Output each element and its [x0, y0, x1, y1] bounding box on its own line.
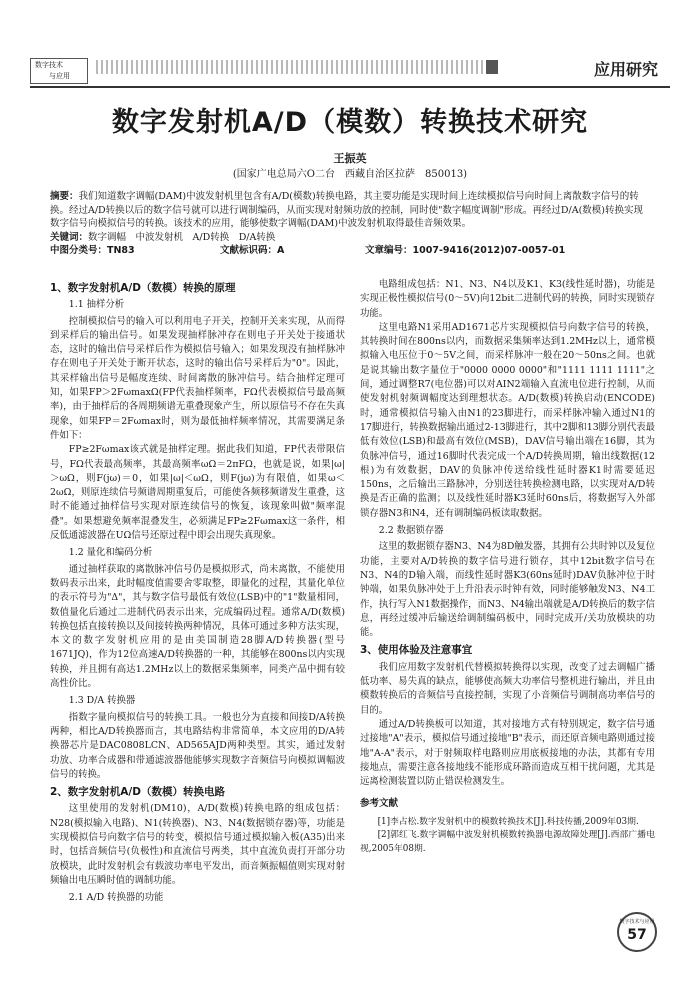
article-author: 王振英 — [333, 152, 367, 165]
subsection-heading-2-1: 2.1 A/D 转换器的功能 — [68, 892, 164, 904]
keywords-line — [50, 231, 650, 245]
references-heading: 参考文献 — [360, 798, 399, 810]
abstract-block — [50, 190, 650, 258]
body-paragraph: 电路组成包括：N1、N3、N4以及K1、K3(线性延时器)，功能是实现正极性模拟信号(0～5V)向12bit二进制代码的转换，同时实现锁存功能。 — [360, 279, 655, 319]
clc-number: 中图分类号：TN83 — [50, 245, 135, 256]
right-column — [360, 278, 655, 856]
body-paragraph: 指数字量向模拟信号的转换工具。一般也分为直接和间接D/A转换两种，相比A/D转换器而言，其电路结构非常简单，本文应用的D/A转换器芯片是DAC0808LCN、AD565AJD两种类型。其实，通过发射功放、功率合成器和带通滤波器他能够实现数字音频信号向模拟调幅波信号的转换。 — [50, 711, 345, 780]
header-stripe-bar — [96, 60, 486, 74]
reference-item: [2]郭红飞.数字调幅中波发射机模数转换器电源故障处理[J].西部广播电视,2005年08期. — [360, 830, 655, 854]
subsection-heading-1-3: 1.3 D/A 转换器 — [68, 695, 136, 707]
page-number-badge — [617, 912, 657, 952]
abstract-label: 摘要： — [50, 191, 79, 202]
section-label: 应用研究 — [593, 60, 658, 79]
left-column — [50, 278, 345, 907]
document-code: 文献标识码：A — [220, 245, 285, 256]
article-title: 数字发射机A/D（模数）转换技术研究 — [111, 107, 589, 138]
body-paragraph: 通过A/D转换板可以知道，其对接地方式有特别规定，数字信号通过接地"A"表示，模拟信号通过接地"B"表示，而还原音频电路则通过接地"A-A"表示，对于射频取样电路则应用底板接地的办法，其都有专用接地点，需要注意各接地线不能形成环路而造成互相干扰问题，尤其是远离检测装置以防止错误检测发生。 — [360, 718, 655, 788]
abstract-text: 我们知道数字调幅(DAM)中波发射机里包含有A/D(模数)转换电路，其主要功能是实现时间上连续模拟信号向时间上离散数字信号的转换。经过A/D转换以后的数字信号就可以进行调制编码，从而实现对射频功放的控制，同时使"数字幅度调制"形成。再经过D/A(数模)转换实现数字信号向模拟信号的转换。该技术的应用，能够使数字调幅(DAM)中波发射机取得最佳音频效果。 — [50, 191, 644, 229]
abstract-paragraph — [50, 190, 650, 231]
article-number: 文章编号：1007-9416(2012)07-0057-01 — [365, 245, 566, 256]
section-heading-1: 1、数字发射机A/D（数模）转换的原理 — [50, 282, 236, 294]
journal-logo — [30, 58, 88, 84]
reference-item: [1]李占松.数字发射机中的模数转换技术[J].科技传播,2009年03期. — [377, 816, 639, 827]
header-rule — [30, 86, 670, 88]
classification-row — [50, 244, 650, 258]
article-affiliation: (国家广电总局六O二台 西藏自治区拉萨 850013) — [232, 169, 468, 180]
subsection-heading-2-2: 2.2 数据锁存器 — [378, 525, 444, 537]
keywords-label: 关键词： — [50, 231, 89, 243]
section-heading-3: 3、使用体验及注意事宜 — [360, 644, 473, 657]
badge-journal-name: 数字技术与应用 — [619, 919, 655, 925]
journal-logo-line1: 数字技术 — [35, 61, 63, 69]
body-paragraph: 控制模拟信号的输入可以利用电子开关，控制开关来实现，从而得到采样后的输出信号。如果发现抽样脉冲存在则电子开关处于接通状态，这时的输出信号采样后作为模拟信号输入；如果发现没有抽样脉冲存在则电子开关处于断开状态，这时的输出信号采样后为"0"。因此，其采样输出信号是幅度连续、时间离散的脉冲信号。结合抽样定理可知，如果FP＞2FωmaxΩ(FP代表抽样频率，FΩ代表模拟信号最高频率)，由于抽样后的各周期频谱无重叠现象产生，所以原信号不存在失真现象，如果FP＝2Fωmax时，则为最低抽样频率情况，其需要满足条件如下： — [50, 315, 345, 441]
page-number: 57 — [627, 927, 647, 943]
body-paragraph: 通过抽样获取的离散脉冲信号仍是模拟形式，尚未离散，不能使用数码表示出来，此时幅度值需要舍零取整，即量化的过程，其量化单位的表示符号为"Δ"，其与数字信号最低有效位(LSB)中的"1"数量相同，数值量化后通过二进制代码表示出来，完成编码过程。通常A/D(数模)转换包括直接转换以及间接转换两种情况，具体可通过多种方法实现，本文的数字发射机应用的是由美国制造28脚A/D转换器(型号1671JQ)，作为12位高速A/D转换器的一种，其能够在800ns以内实现转换，并且拥有高达1.2MHz以上的数据采集频率，同类产品中拥有较高性价比。 — [50, 563, 345, 690]
body-paragraph: 我们应用数字发射机代替模拟转换得以实现，改变了过去调幅广播低功率、易失真的缺点，能够使高频大功率信号整机进行输出，并且由模数转换后的音频信号直接控制，实现了小音频信号调制高功率信号的目的。 — [360, 661, 655, 716]
body-paragraph: 这里电路N1采用AD1671芯片实现模拟信号向数字信号的转换，其转换时间在800ns以内，而数据采集频率达到1.2MHz以上，通常模拟输入电压位于0～5V之间，而采样脉冲一般在20～50ns之间。也就是说其输出数字量位于"0000 0000 0000"和"1111 1111 1111"之间，通过调整R7(电位器)可以对AIN2端输入直流电位进行控制，从而使发射机射频调幅度达到理想状态。A/D(数模)转换启动(ENCODE)时，通常模拟信号输入由N1的23脚进行，而采样脉冲输入通过N1的17脚进行，转换数据输出通过2-13脚进行，其中2脚和13脚分别代表最低有效位(LSB)和最高有效位(MSB)，DAV信号输出端在16脚，其为负脉冲信号，通过16脚时代表完成一个A/D转换周期，输出线数据(12根)为有效数据，DAV的负脉冲传送给线性延时器K1时需要延迟150ns，之后输出三路脉冲，分别送往转换检测电路，以实现对A/D转换是否正确的监测；以及线性延时器K3延时60ns后，将数据写入外部锁存器N3和N4，还有调制编码板读取数据。 — [360, 321, 655, 519]
section-heading-2: 2、数字发射机A/D（数模）转换电路 — [50, 786, 225, 799]
subsection-heading-1-1: 1.1 抽样分析 — [68, 299, 125, 311]
body-paragraph: FP≥2Fωmax该式就是抽样定理。据此我们知道，FP代表带限信号，FΩ代表最高频率，其最高频率ωΩ＝2πFΩ，也就是说，如果|ω|＞ωΩ，则F(jω)＝0，如果|ω|＜ωΩ，则F(jω)为有限值，如果ω＜2ωΩ，则原连续信号频谱周期重复后，可能使各频移频谱发生重叠，这时不能通过抽样信号实现对原连续信号的恢复，该现象叫做"频率混叠"。如果想避免频率混叠发生，必须满足FP≥2Fωmax这一条件，相反低通滤波器在UΩ信号还原过程中即会出现失真现象。 — [50, 444, 345, 542]
header-square — [486, 60, 498, 74]
journal-logo-line2: 与应用 — [49, 72, 70, 80]
subsection-heading-1-2: 1.2 量化和编码分析 — [68, 547, 153, 559]
body-paragraph: 这里的数据锁存器N3、N4为8D触发器，其拥有公共时钟以及复位功能，主要对A/D转换的数字信号进行锁存，其中12bit数字信号在N3、N4的D输入端，而线性延时器K3(60ns延时)DAV负脉冲位于时钟端，如果负脉冲处于上升沿表示时钟有效，同时能够触发N3、N4工作，执行写入N1数据操作，而N3、N4输出端就是A/D转换后的数字信息，再经过缓冲后输送给调制编码板中，同时完成开/关功放模块的功能。 — [360, 541, 655, 639]
body-paragraph: 这里使用的发射机(DM10)，A/D(数模)转换电路的组成包括：N28(模拟输入电路)、N1(转换器)、N3、N4(数据锁存器)等，功能是实现模拟信号向数字信号的转变，模拟信号通过模拟输入板(A35)出来时，包括音频信号(负极性)和直流信号两类，其中直流负责打开部分功放模块，此时发射机会有载波功率电平发出，而音频振幅值则实现对射频输出电压瞬时值的调制功能。 — [50, 803, 345, 886]
keywords-text: 数字调幅 中波发射机 A/D转换 D/A转换 — [88, 231, 276, 243]
